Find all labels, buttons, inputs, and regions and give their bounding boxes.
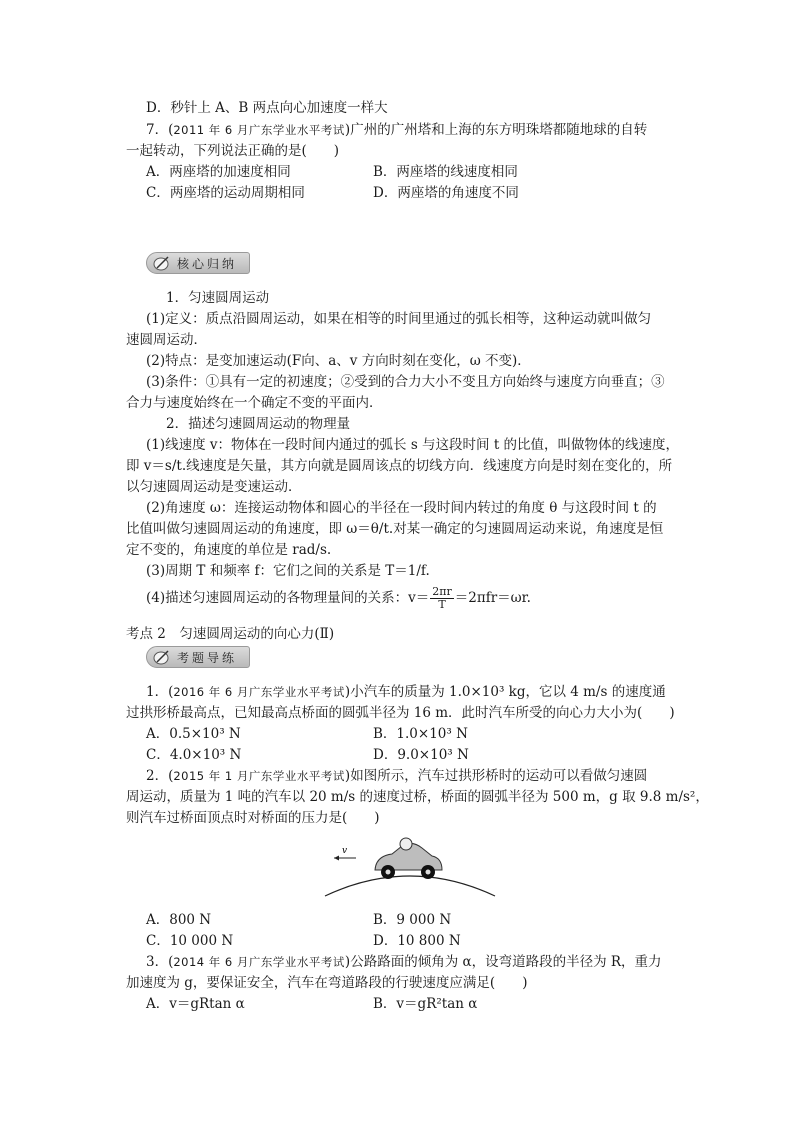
question-3-line1 bbox=[146, 952, 662, 972]
question-7-line2: 一起转动，下列说法正确的是( ) bbox=[126, 143, 340, 159]
bridge-arc bbox=[325, 876, 495, 896]
question-text: )公路路面的倾角为 α，设弯道路段的半径为 R，重力 bbox=[344, 954, 662, 970]
fraction bbox=[430, 586, 454, 611]
bridge-car-figure bbox=[320, 826, 500, 898]
option-c: C．4.0×10³ N bbox=[146, 747, 242, 763]
section-badge-core-summary bbox=[146, 252, 250, 274]
arrow-head bbox=[334, 856, 339, 861]
option-a: A．v＝gRtan α bbox=[146, 996, 245, 1012]
summary-p3b: 合力与速度始终在一个确定不变的平面内． bbox=[126, 395, 383, 411]
car-icon bbox=[375, 838, 442, 879]
option-b: B．两座塔的线速度相同 bbox=[373, 164, 518, 180]
question-2-line3: 则汽车过桥面顶点时对桥面的压力是( ) bbox=[126, 810, 380, 826]
velocity-label: v bbox=[342, 846, 348, 856]
question-text: )广州的广州塔和上海的东方明珠塔都随地球的自转 bbox=[344, 122, 648, 138]
option-d-prev: D．秒针上 A、B 两点向心加速度一样大 bbox=[146, 100, 388, 116]
option-a: A．800 N bbox=[146, 912, 212, 928]
question-number: 3．( bbox=[146, 954, 174, 970]
question-2-line2: 周运动，质量为 1 吨的汽车以 20 m/s 的速度过桥，桥面的圆弧半径为 500 m，g 取 9.8 m/s²， bbox=[126, 789, 709, 805]
kaodian-heading: 考点 2 匀速圆周运动的向心力(Ⅱ) bbox=[126, 626, 335, 642]
question-3-line2: 加速度为 g，要保证安全，汽车在弯道路段的行驶速度应满足( ) bbox=[126, 975, 528, 991]
pen-icon bbox=[153, 255, 171, 271]
summary-p7 bbox=[146, 586, 531, 611]
formula-prefix: (4)描述匀速圆周运动的各物理量间的关系：v＝ bbox=[146, 590, 430, 606]
summary-p5a: (2)角速度 ω：连接运动物体和圆心的半径在一段时间内转过的角度 θ 与这段时间 t 的 bbox=[146, 500, 657, 516]
section-badge-practice bbox=[146, 646, 250, 668]
summary-p4a: (1)线速度 v：物体在一段时间内通过的弧长 s 与这段时间 t 的比值，叫做物体的线速度， bbox=[146, 437, 680, 453]
summary-p4c: 以匀速圆周运动是变速运动． bbox=[126, 479, 302, 495]
summary-p6: (3)周期 T 和频率 f：它们之间的关系是 T＝1/f. bbox=[146, 563, 430, 579]
summary-p1a: (1)定义：质点沿圆周运动，如果在相等的时间里通过的弧长相等，这种运动就叫做匀 bbox=[146, 311, 652, 327]
option-b: B．v＝gR²tan α bbox=[373, 996, 478, 1012]
question-source: 2015 年 1 月广东学业水平考试 bbox=[173, 769, 345, 783]
badge-label: 核心归纳 bbox=[177, 257, 238, 271]
question-source: 2016 年 6 月广东学业水平考试 bbox=[173, 685, 345, 699]
question-source: 2011 年 6 月广东学业水平考试 bbox=[173, 123, 345, 137]
question-1-line1 bbox=[146, 682, 666, 702]
summary-heading-1: 1．匀速圆周运动 bbox=[166, 290, 270, 306]
fraction-denominator: T bbox=[438, 598, 446, 611]
option-a: A．两座塔的加速度相同 bbox=[146, 164, 291, 180]
question-1-line2: 过拱形桥最高点，已知最高点桥面的圆弧半径为 16 m．此时汽车所受的向心力大小为( ) bbox=[126, 705, 675, 721]
question-text: )小汽车的质量为 1.0×10³ kg，它以 4 m/s 的速度通 bbox=[344, 684, 666, 700]
option-b: B．1.0×10³ N bbox=[373, 726, 468, 742]
question-7-line1 bbox=[146, 120, 647, 140]
question-number: 1．( bbox=[146, 684, 174, 700]
summary-p5c: 定不变的，角速度的单位是 rad/s. bbox=[126, 542, 332, 558]
option-d: D．两座塔的角速度不同 bbox=[373, 185, 519, 201]
question-2-line1 bbox=[146, 766, 647, 786]
formula-suffix: ＝2πfr＝ωr. bbox=[454, 590, 531, 606]
option-d: D．10 800 N bbox=[373, 933, 461, 949]
summary-heading-2: 2．描述匀速圆周运动的物理量 bbox=[166, 416, 351, 432]
summary-p2: (2)特点：是变加速运动(F向、a、v 方向时刻在变化，ω 不变)． bbox=[146, 353, 531, 369]
option-d: D．9.0×10³ N bbox=[373, 747, 469, 763]
summary-p3a: (3)条件：①具有一定的初速度；②受到的合力大小不变且方向始终与速度方向垂直；③ bbox=[146, 374, 665, 390]
pen-icon bbox=[153, 649, 171, 665]
option-b: B．9 000 N bbox=[373, 912, 452, 928]
option-c: C．10 000 N bbox=[146, 933, 234, 949]
fraction-numerator: 2πr bbox=[432, 585, 452, 598]
option-c: C．两座塔的运动周期相同 bbox=[146, 185, 305, 201]
summary-p5b: 比值叫做匀速圆周运动的角速度，即 ω＝θ/t.对某一确定的匀速圆周运动来说，角速度是恒 bbox=[126, 521, 664, 537]
summary-p1b: 速圆周运动． bbox=[126, 332, 207, 348]
badge-label: 考题导练 bbox=[177, 651, 238, 665]
question-text: )如图所示，汽车过拱形桥时的运动可以看做匀速圆 bbox=[344, 768, 648, 784]
option-a: A．0.5×10³ N bbox=[146, 726, 241, 742]
question-number: 2．( bbox=[146, 768, 174, 784]
question-number: 7．( bbox=[146, 122, 174, 138]
question-source: 2014 年 6 月广东学业水平考试 bbox=[173, 955, 345, 969]
summary-p4b: 即 v＝s/t.线速度是矢量，其方向就是圆周该点的切线方向．线速度方向是时刻在变化的，所 bbox=[126, 458, 673, 474]
